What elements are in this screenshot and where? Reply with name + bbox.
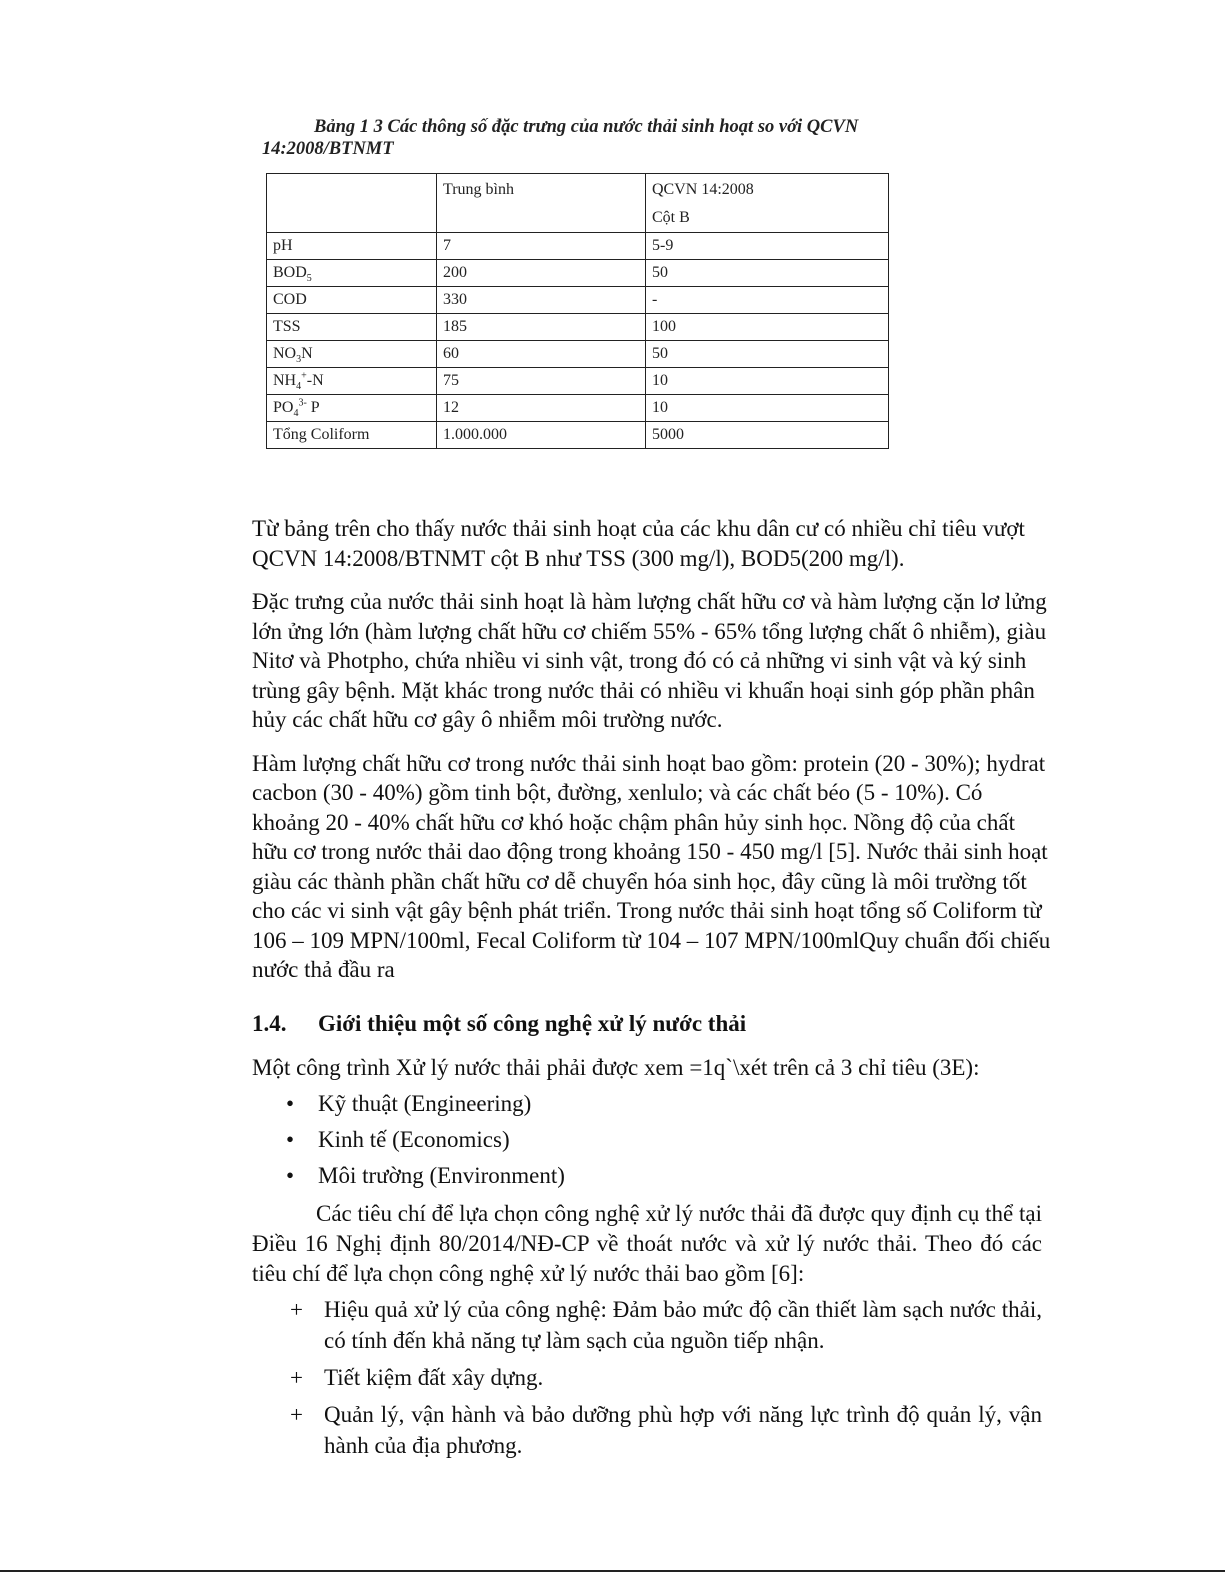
param-tail: P — [306, 399, 320, 416]
param-superscript: + — [301, 370, 307, 382]
list-item — [252, 1399, 1042, 1461]
table-row — [267, 314, 889, 341]
page-bottom-rule — [0, 1570, 1225, 1572]
bullet-marker: • — [286, 1091, 295, 1116]
average-cell: 185 — [437, 314, 646, 341]
bullet-text: Kỹ thuật (Engineering) — [318, 1091, 532, 1116]
header-cell-average: Trung bình — [437, 174, 646, 233]
param-cell — [267, 260, 437, 287]
table-row — [267, 422, 889, 449]
bullet-text: Kinh tế (Economics) — [318, 1127, 510, 1152]
average-cell: 60 — [437, 341, 646, 368]
qcvn-cell: 50 — [646, 341, 889, 368]
caption-line-1: Bảng 1 3 Các thông số đặc trưng của nước thải sinh hoạt so với QCVN — [314, 117, 859, 137]
header-cell-qcvn — [646, 174, 889, 233]
average-cell: 12 — [437, 395, 646, 422]
bullet-marker: • — [286, 1163, 295, 1188]
criteria-text: Các tiêu chí để lựa chọn công nghệ xử lý nước thải đã được quy định cụ thể tại Điều 16 Nghị định 80/2014/NĐ-CP về thoát nước và xử lý nước thải. Theo đó các tiêu chí để lựa chọn công nghệ xử lý nước thải bao gồm [6]: — [252, 1201, 1042, 1286]
plus-marker: + — [290, 1402, 303, 1427]
paragraph-2: Đặc trưng của nước thải sinh hoạt là hàm lượng chất hữu cơ và hàm lượng cặn lơ lửng lớn ửng lớn (hàm lượng chất hữu cơ chiếm 55% - 65% tổng lượng chất ô nhiễm), giàu Nitơ và Photpho, chứa nhiều vi sinh vật, trong đó có cả những vi sinh vật và ký sinh trùng gây bệnh. Mặt khác trong nước thải có nhiều vi khuẩn hoại sinh góp phần phân hủy các chất hữu cơ gây ô nhiễm môi trường nước. — [252, 589, 1047, 732]
plus-text: Hiệu quả xử lý của công nghệ: Đảm bảo mức độ cần thiết làm sạch nước thải, có tính đến khả năng tự làm sạch của nguồn tiếp nhận. — [324, 1297, 1042, 1353]
header-qcvn-column: Cột B — [652, 209, 690, 226]
param-subscript: 3 — [296, 354, 302, 366]
caption-line-2: 14:2008/BTNMT — [262, 139, 394, 159]
table-row — [267, 368, 889, 395]
qcvn-cell: 5-9 — [646, 233, 889, 260]
bullet-text: Môi trường (Environment) — [318, 1163, 565, 1188]
list-item — [252, 1125, 565, 1161]
average-cell: 330 — [437, 287, 646, 314]
param-subscript: 5 — [306, 273, 312, 285]
section-heading — [252, 1009, 746, 1039]
bullet-marker: • — [286, 1127, 295, 1152]
plus-marker: + — [290, 1297, 303, 1322]
param-base: NO — [273, 345, 297, 362]
criteria-paragraph — [252, 1199, 1042, 1289]
param-tail: N — [301, 345, 313, 362]
header-cell-empty — [267, 174, 437, 233]
average-cell: 7 — [437, 233, 646, 260]
qcvn-cell: 50 — [646, 260, 889, 287]
paragraph-1: Từ bảng trên cho thấy nước thải sinh hoạt của các khu dân cư có nhiều chỉ tiêu vượt QCVN 14:2008/BTNMT cột B như TSS (300 mg/l), BOD5(200 mg/l). — [252, 516, 1025, 571]
section-number: 1.4. — [252, 1011, 287, 1036]
param-subscript: 4 — [293, 408, 299, 420]
list-item — [252, 1161, 565, 1197]
average-cell: 75 — [437, 368, 646, 395]
parameter-table — [266, 173, 889, 449]
param-cell: TSS — [267, 314, 437, 341]
param-superscript: 3- — [298, 397, 307, 409]
body-paragraphs — [252, 514, 1052, 999]
param-tail: -N — [306, 372, 324, 389]
qcvn-cell: - — [646, 287, 889, 314]
param-cell — [267, 395, 437, 422]
qcvn-cell: 10 — [646, 368, 889, 395]
intro-paragraph: Một công trình Xử lý nước thải phải được xem =1q`\xét trên cả 3 chỉ tiêu (3E): — [252, 1055, 980, 1080]
paragraph-3: Hàm lượng chất hữu cơ trong nước thải sinh hoạt bao gồm: protein (20 - 30%); hydrat cacbon (30 - 40%) gồm tinh bột, đường, xenlulo; và các chất béo (5 - 10%). Có khoảng 20 - 40% chất hữu cơ khó hoặc chậm phân hủy sinh học. Nồng độ của chất hữu cơ trong nước thải dao động trong khoảng 150 - 450 mg/l [5]. Nước thải sinh hoạt giàu các thành phần chất hữu cơ dễ chuyển hóa sinh học, đây cũng là môi trường tốt cho các vi sinh vật gây bệnh phát triển. Trong nước thải sinh hoạt tổng số Coliform từ 106 – 109 MPN/100ml, Fecal Coliform từ 104 – 107 MPN/100mlQuy chuẩn đối chiếu nước thả đầu ra — [252, 750, 1051, 982]
table-row — [267, 287, 889, 314]
average-cell: 200 — [437, 260, 646, 287]
criteria-bullet-list — [252, 1089, 565, 1197]
plus-list — [252, 1294, 1042, 1467]
qcvn-cell: 100 — [646, 314, 889, 341]
header-qcvn-title: QCVN 14:2008 — [652, 181, 754, 198]
param-cell — [267, 341, 437, 368]
table-row — [267, 233, 889, 260]
param-base: BOD — [273, 264, 307, 281]
param-cell — [267, 368, 437, 395]
list-item — [252, 1362, 1042, 1393]
table-caption — [262, 116, 942, 160]
table-row — [267, 341, 889, 368]
list-item — [252, 1294, 1042, 1356]
param-base: NH — [273, 372, 297, 389]
param-subscript: 4 — [296, 381, 302, 393]
table-row — [267, 395, 889, 422]
param-cell: Tổng Coliform — [267, 422, 437, 449]
plus-text: Tiết kiệm đất xây dựng. — [324, 1365, 544, 1390]
qcvn-cell: 5000 — [646, 422, 889, 449]
plus-text: Quản lý, vận hành và bảo dưỡng phù hợp với năng lực trình độ quản lý, vận hành của địa phương. — [324, 1402, 1042, 1458]
average-cell: 1.000.000 — [437, 422, 646, 449]
table-row — [267, 260, 889, 287]
param-cell: pH — [267, 233, 437, 260]
param-cell: COD — [267, 287, 437, 314]
list-item — [252, 1089, 565, 1125]
param-base: PO — [273, 399, 294, 416]
plus-marker: + — [290, 1365, 303, 1390]
table-header-row — [267, 174, 889, 233]
qcvn-cell: 10 — [646, 395, 889, 422]
section-title: Giới thiệu một số công nghệ xử lý nước thải — [318, 1011, 747, 1036]
